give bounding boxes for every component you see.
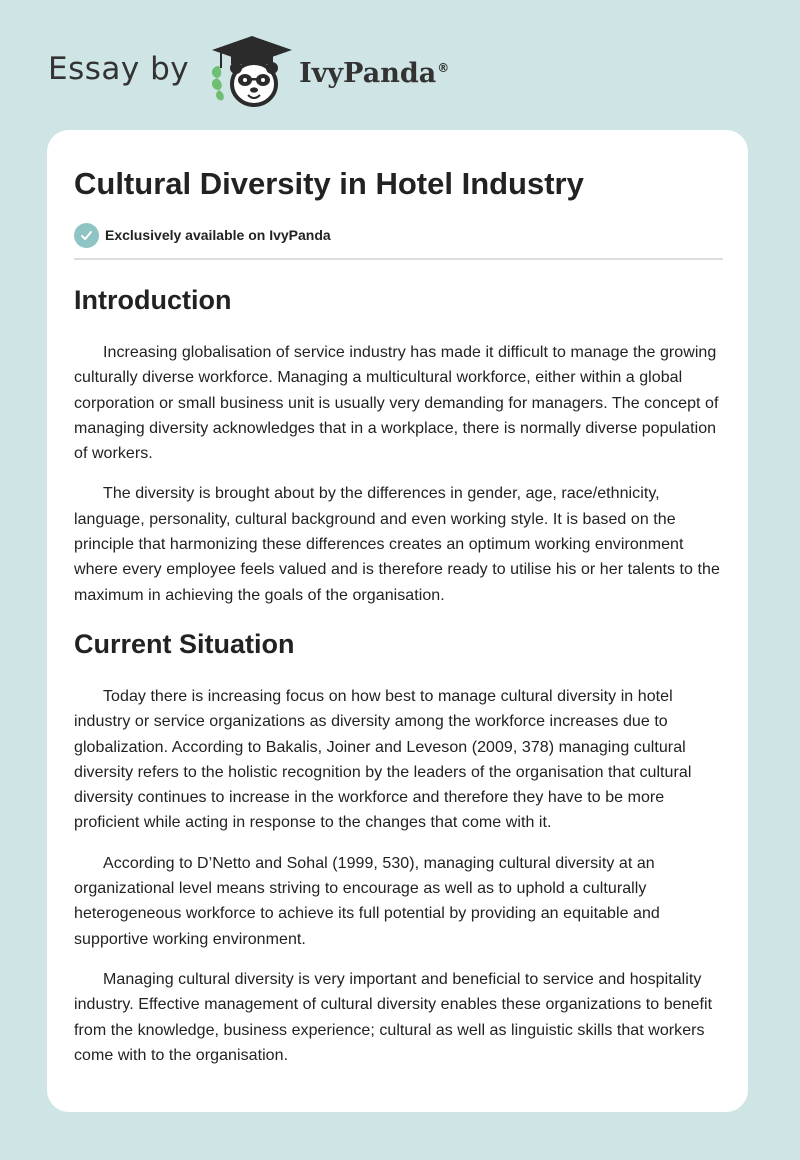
paragraph: Managing cultural diversity is very important and beneficial to service and hospitality industry. Effective management of cultural diversity enables these organizations to benefit from the knowledge, business experience; cultural as well as linguistic skills that workers come with to the organisation. xyxy=(74,970,713,1064)
brand-header xyxy=(48,32,449,112)
paragraph: Today there is increasing focus on how best to manage cultural diversity in hotel industry or service organizations as diversity among the workforce increases due to globalization. According to Bakalis, Joiner and Leveson (2009, 378) managing cultural diversity refers to the holistic recognition by the leaders of the organisation that cultural diversity continues to increase in the workforce and therefore they have to be more proficient while acting in response to the changes that come with it. xyxy=(74,687,692,832)
paragraph: Increasing globalisation of service industry has made it difficult to manage the growing culturally diverse workforce. Managing a multicultural workforce, either within a global corporation or small business unit is usually very demanding for managers. The concept of managing diversity acknowledges that in a workplace, there is normally diverse population of workers. xyxy=(74,344,719,463)
brand-name-text: IvyPanda xyxy=(299,57,437,89)
title-divider xyxy=(74,258,723,260)
paragraph: The diversity is brought about by the differences in gender, age, race/ethnicity, language, personality, cultural background and even working style. It is based on the principle that harmonizing these differences creates an optimum working environment where every employee feels valued and is therefore ready to utilise his or her talents to the maximum in achieving the goals of the organisation. xyxy=(74,485,720,604)
graduation-cap-panda-logo xyxy=(207,32,297,112)
section-heading: Current Situation xyxy=(74,628,295,659)
registered-mark: ® xyxy=(437,60,450,75)
section-current-situation xyxy=(74,624,722,1068)
essay-card xyxy=(47,130,748,1112)
check-icon xyxy=(74,223,99,248)
exclusive-badge xyxy=(74,222,722,248)
section-heading: Introduction xyxy=(74,285,232,315)
paragraph: According to D’Netto and Sohal (1999, 530), managing cultural diversity at an organizational level means striving to encourage as well as to uphold a culturally heterogeneous workforce to achieve its full potential by providing an equitable and supportive working environment. xyxy=(74,854,660,948)
brand-name xyxy=(299,58,449,89)
essay-title: Cultural Diversity in Hotel Industry xyxy=(74,166,584,201)
brand-prefix: Essay by xyxy=(48,51,190,87)
exclusive-badge-text: Exclusively available on IvyPanda xyxy=(105,227,331,243)
section-introduction xyxy=(74,280,722,608)
